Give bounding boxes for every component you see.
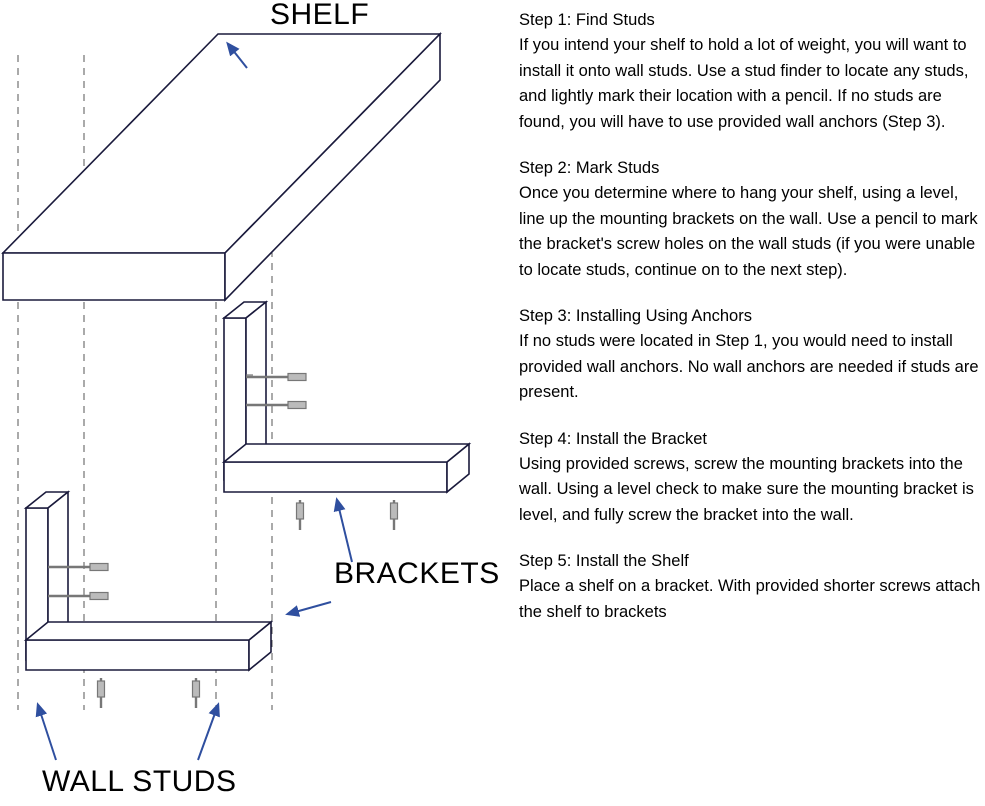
- step-1: [519, 8, 985, 135]
- label-brackets: BRACKETS: [334, 557, 500, 590]
- lower-bracket-shelf-screws: [98, 678, 200, 708]
- step-4-title: Step 4: Install the Bracket: [519, 429, 708, 448]
- brackets-callout-arrow-upper: [337, 500, 352, 562]
- upper-bracket: [224, 302, 469, 492]
- instructions-list: [519, 0, 985, 806]
- step-3: [519, 304, 985, 406]
- label-wall-studs: WALL STUDS: [42, 765, 237, 798]
- step-2-body: Once you determine where to hang your shelf, using a level, line up the mounting brackets on the wall. Use a pencil to mark the bracket's screw holes on the wall studs (if you were unable to locate studs, continue on to the next step).: [519, 184, 978, 279]
- label-shelf: SHELF: [270, 0, 370, 31]
- wall-studs-callout-arrow-left: [38, 705, 56, 760]
- step-2-title: Step 2: Mark Studs: [519, 159, 660, 177]
- step-3-body: If no studs were located in Step 1, you would need to install provided wall anchors. No wall anchors are needed if studs are present.: [519, 332, 979, 401]
- lower-bracket: [26, 492, 271, 670]
- brackets-callout-arrow-lower: [288, 602, 331, 614]
- step-4-body: Using provided screws, screw the mounting brackets into the wall. Using a level check to make sure the mounting bracket is level, and fully screw the bracket into the wall.: [519, 454, 974, 524]
- upper-bracket-shelf-screws: [297, 500, 398, 530]
- step-1-title: Step 1: Find Studs: [519, 11, 655, 29]
- step-5: [519, 549, 985, 625]
- step-4: [519, 427, 985, 529]
- wall-studs-callout-arrow-right: [198, 705, 218, 760]
- step-1-body: If you intend your shelf to hold a lot of weight, you will want to install it onto wall studs. Use a stud finder to locate any studs, and lightly mark their location with a pencil. If no studs are found, you will have to use provided wall anchors (Step 3).: [519, 36, 969, 131]
- step-5-title: Step 5: Install the Shelf: [519, 552, 689, 570]
- step-3-title: Step 3: Installing Using Anchors: [519, 307, 752, 325]
- step-2: [519, 156, 985, 283]
- step-5-body: Place a shelf on a bracket. With provided shorter screws attach the shelf to brackets: [519, 577, 981, 621]
- shelf-body: [3, 34, 440, 300]
